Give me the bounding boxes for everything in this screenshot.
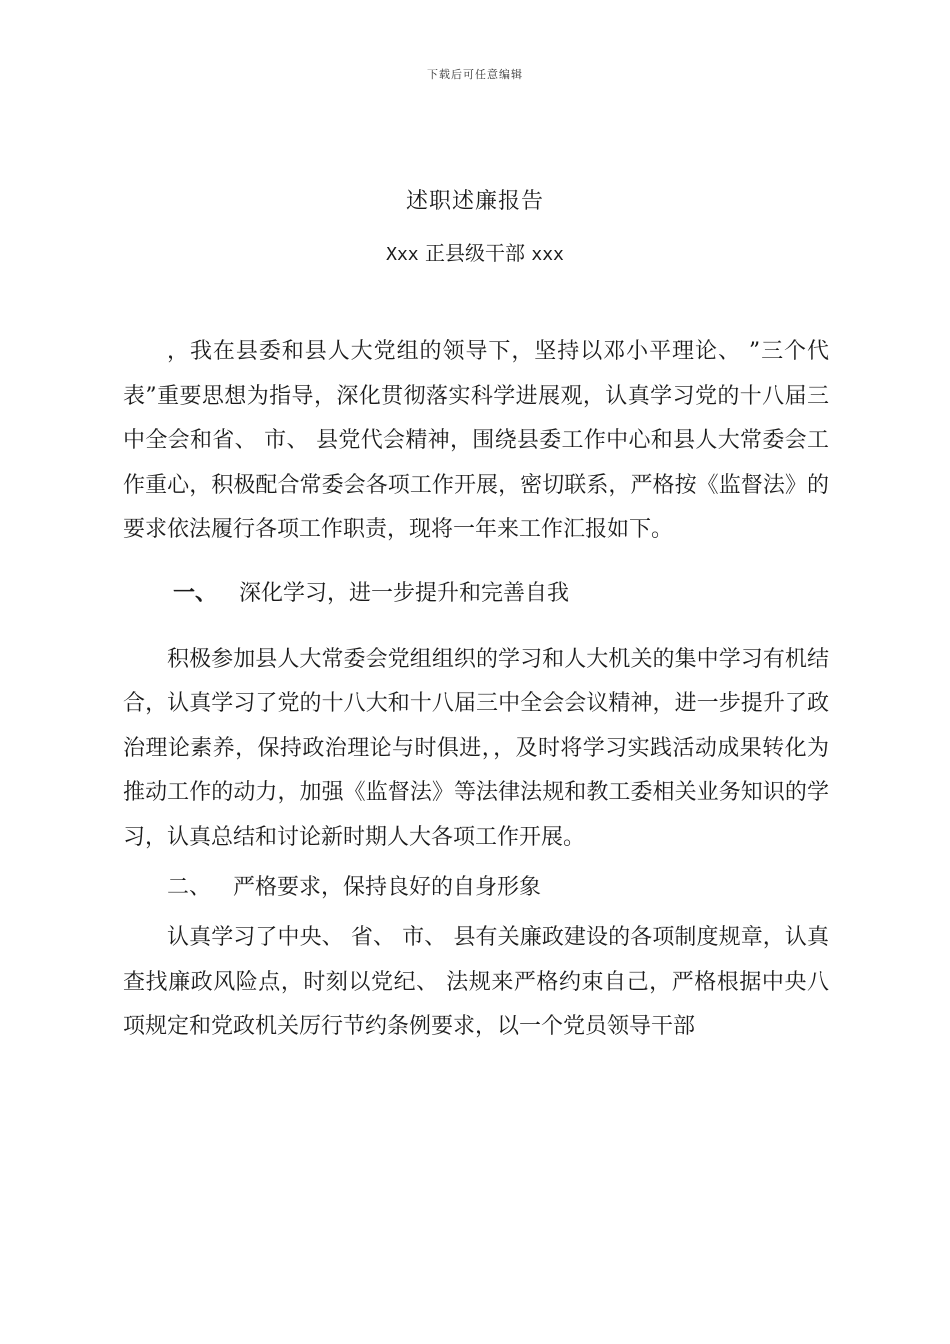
section-number: 一、 [173, 580, 218, 606]
section-paragraph: 积极参加县人大常委会党组组织的学习和人大机关的集中学习有机结合，认真学习了党的十八大和十八届三中全会会议精神，进一步提升了政治理论素养，保持政治理论与时俱进，，及时将学习实践活动成果转化为推动工作的动力，加强《监督法》等法律法规和教工委相关业务知识的学习，认真总结和讨论新时期人大各项工作开展。 [123, 646, 829, 850]
section-number: 二、 [167, 875, 212, 900]
document-subtitle [0, 237, 950, 266]
document-body [123, 330, 829, 1050]
subtitle-suffix: xxx [531, 244, 564, 265]
subtitle-main: 正县级干部 [425, 241, 525, 265]
header-note: 下载后可任意编辑 [427, 68, 523, 81]
section-heading [123, 572, 829, 616]
document-title: 述职述廉报告 [405, 189, 544, 214]
section-heading-text: 深化学习，进一步提升和完善自我 [239, 580, 570, 606]
section-paragraph: 认真学习了中央、 省、 市、 县有关廉政建设的各项制度规章，认真查找廉政风险点，时刻以党纪、 法规来严格约束自己，严格根据中央八项规定和党政机关厉行节约条例要求，以一个党员领导干部 [123, 925, 829, 1039]
section-heading [123, 866, 829, 910]
intro-paragraph: ，我在县委和县人大党组的领导下，坚持以邓小平理论、 ”三个代表”重要思想为指导，深化贯彻落实科学进展观，认真学习党的十八届三中全会和省、 市、 县党代会精神，围绕县委工作中心和县人大常委会工作重心，积极配合常委会各项工作开展，密切联系，严格按《监督法》的要求依法履行各项工作职责，现将一年来工作汇报如下。 [123, 339, 829, 542]
section-heading-text: 严格要求，保持良好的自身形象 [233, 875, 542, 900]
subtitle-prefix: Xxx [386, 244, 419, 265]
